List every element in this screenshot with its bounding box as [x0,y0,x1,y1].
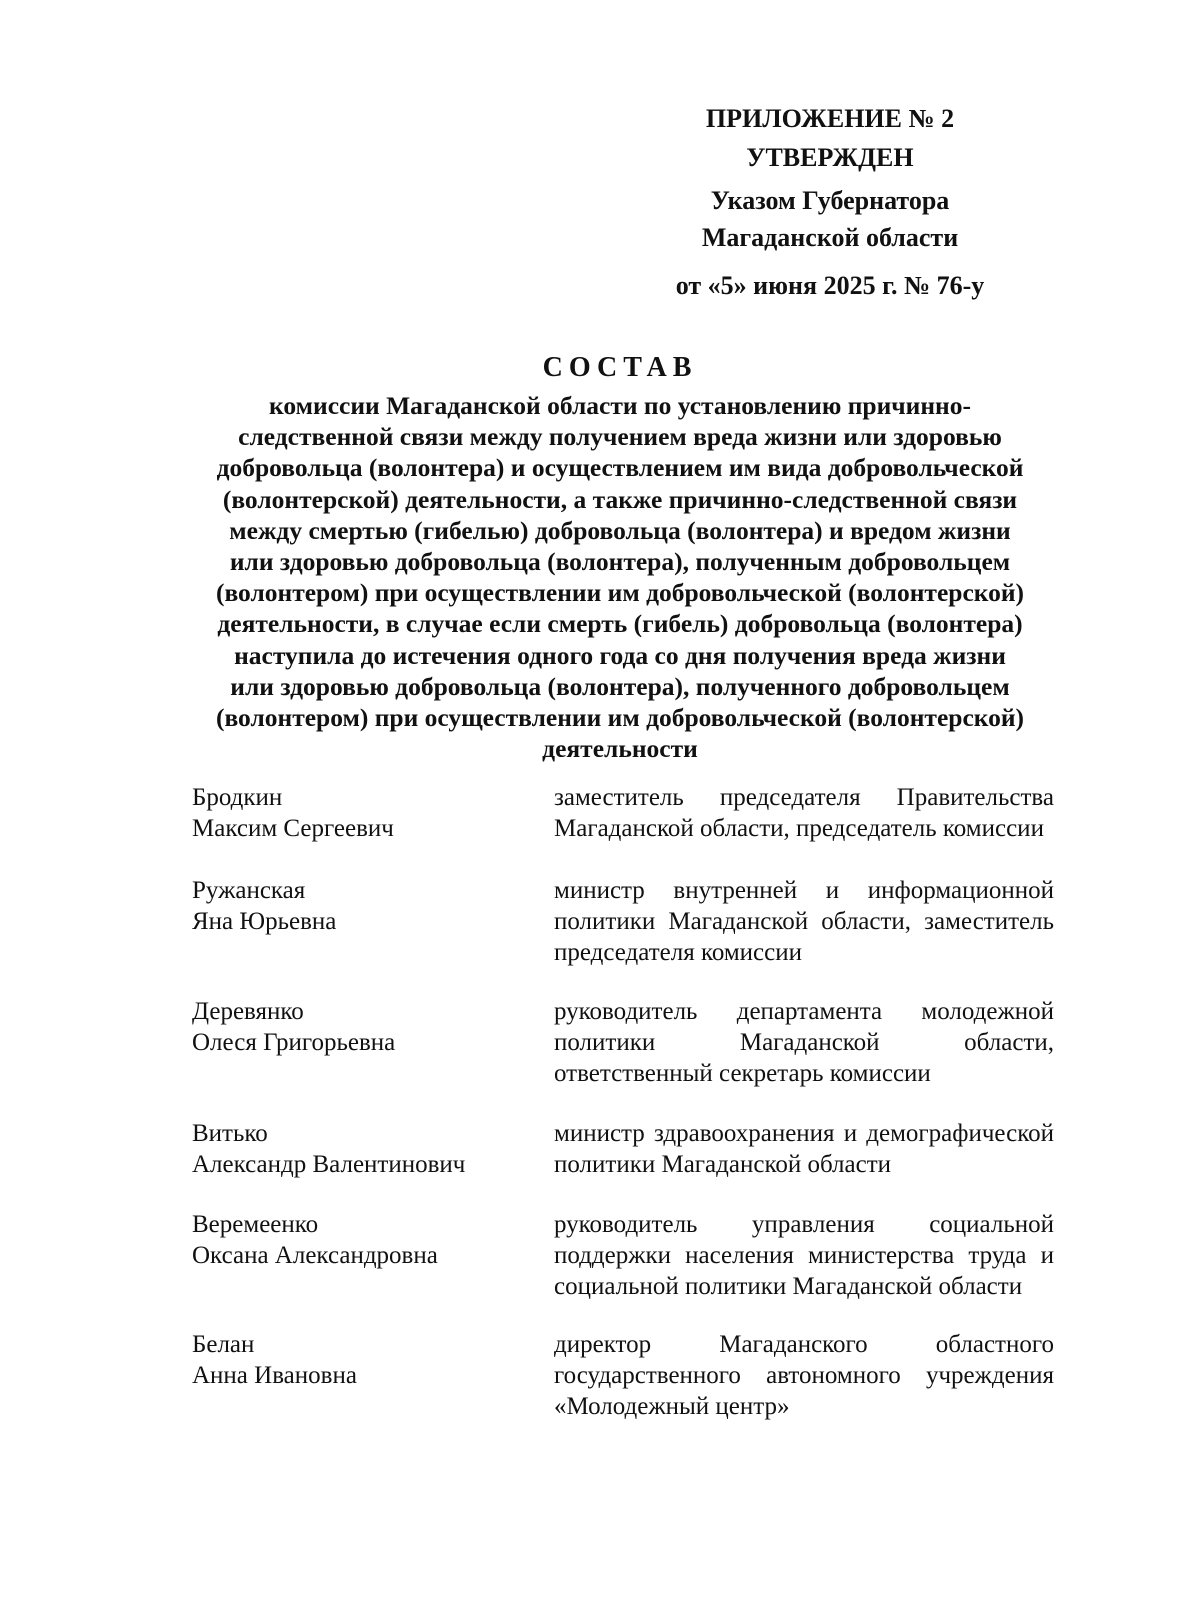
member-role [554,1118,1054,1180]
member-role [554,1209,1054,1302]
decree-authority: Указом Губернатора [710,186,950,215]
member-role-line: ответственный секретарь комиссии [554,1060,931,1087]
member-name [192,996,522,1058]
member-role-line: руководитель департамента молодежной [554,998,1054,1025]
member-role-line: министр внутренней и информационной [554,877,1054,904]
member-role [554,875,1054,968]
member-role-line: руководитель управления социальной [554,1211,1054,1238]
approved-label: УТВЕРЖДЕН [746,143,914,172]
subtitle-line: наступила до истечения одного года со дня получения вреда жизни [234,640,1006,670]
member-role-line: «Молодежный центр» [554,1393,790,1420]
subtitle-line: или здоровью добровольца (волонтера), полученного добровольцем [230,671,1010,701]
decree-date-number: от «5» июня 2025 г. № 76-у [675,271,985,300]
member-given-names: Олеся Григорьевна [192,1029,396,1056]
subtitle-line: или здоровью добровольца (волонтера), полученным добровольцем [229,547,1011,577]
member-surname: Бродкин [192,784,283,811]
document-title: СОСТАВ [542,352,698,383]
member-name [192,875,522,937]
member-role-line: поддержки населения министерства труда и [554,1242,1054,1269]
member-role-line: государственного автономного учреждения [554,1362,1054,1389]
member-surname: Ружанская [192,877,306,904]
member-name [192,1209,522,1271]
member-name [192,1329,522,1391]
document-heading [150,350,1090,764]
member-role [554,996,1054,1089]
member-role-line: министр здравоохранения и демографической [554,1120,1054,1147]
subtitle-line: деятельности [542,734,698,764]
member-name [192,1118,522,1180]
member-role-line: Магаданской области, председатель комиссии [554,815,1044,842]
member-role-line: директор Магаданского областного [554,1331,1054,1358]
subtitle-line: деятельности, в случае если смерть (гибель) добровольца (волонтера) [217,609,1023,639]
subtitle-line: (волонтерской) деятельности, а также причинно-следственной связи [222,484,1018,514]
approval-block [650,100,1010,304]
member-role-line: председателя комиссии [554,939,802,966]
member-role-line: социальной политики Магаданской области [554,1273,1023,1300]
member-role-line: заместитель председателя Правительства [554,784,1054,811]
member-role-line: политики Магаданской области, [554,1029,1054,1056]
member-surname: Деревянко [192,998,304,1025]
member-role [554,782,1054,844]
member-given-names: Максим Сергеевич [192,815,394,842]
member-surname: Белан [192,1331,255,1358]
decree-region: Магаданской области [701,223,959,252]
member-given-names: Анна Ивановна [192,1362,357,1389]
member-name [192,782,522,844]
member-surname: Витько [192,1120,268,1147]
appendix-number: ПРИЛОЖЕНИЕ № 2 [705,104,955,133]
member-role-line: политики Магаданской области, заместитель [554,908,1054,935]
member-role-line: политики Магаданской области [554,1151,892,1178]
member-given-names: Яна Юрьевна [192,908,337,935]
member-given-names: Оксана Александровна [192,1242,438,1269]
subtitle-line: (волонтером) при осуществлении им добровольческой (волонтерской) [215,703,1025,733]
subtitle-line: комиссии Магаданской области по установлению причинно- [269,391,971,420]
subtitle-line: добровольца (волонтера) и осуществлением им вида добровольческой [216,453,1024,483]
subtitle-line: следственной связи между получением вреда жизни или здоровью [238,422,1002,452]
document-subtitle [150,390,1090,764]
member-role [554,1329,1054,1422]
subtitle-line: между смертью (гибелью) добровольца (волонтера) и вредом жизни [229,515,1011,545]
member-surname: Веремеенко [192,1211,319,1238]
member-given-names: Александр Валентинович [192,1151,466,1178]
subtitle-line: (волонтером) при осуществлении им добровольческой (волонтерской) [215,578,1025,608]
